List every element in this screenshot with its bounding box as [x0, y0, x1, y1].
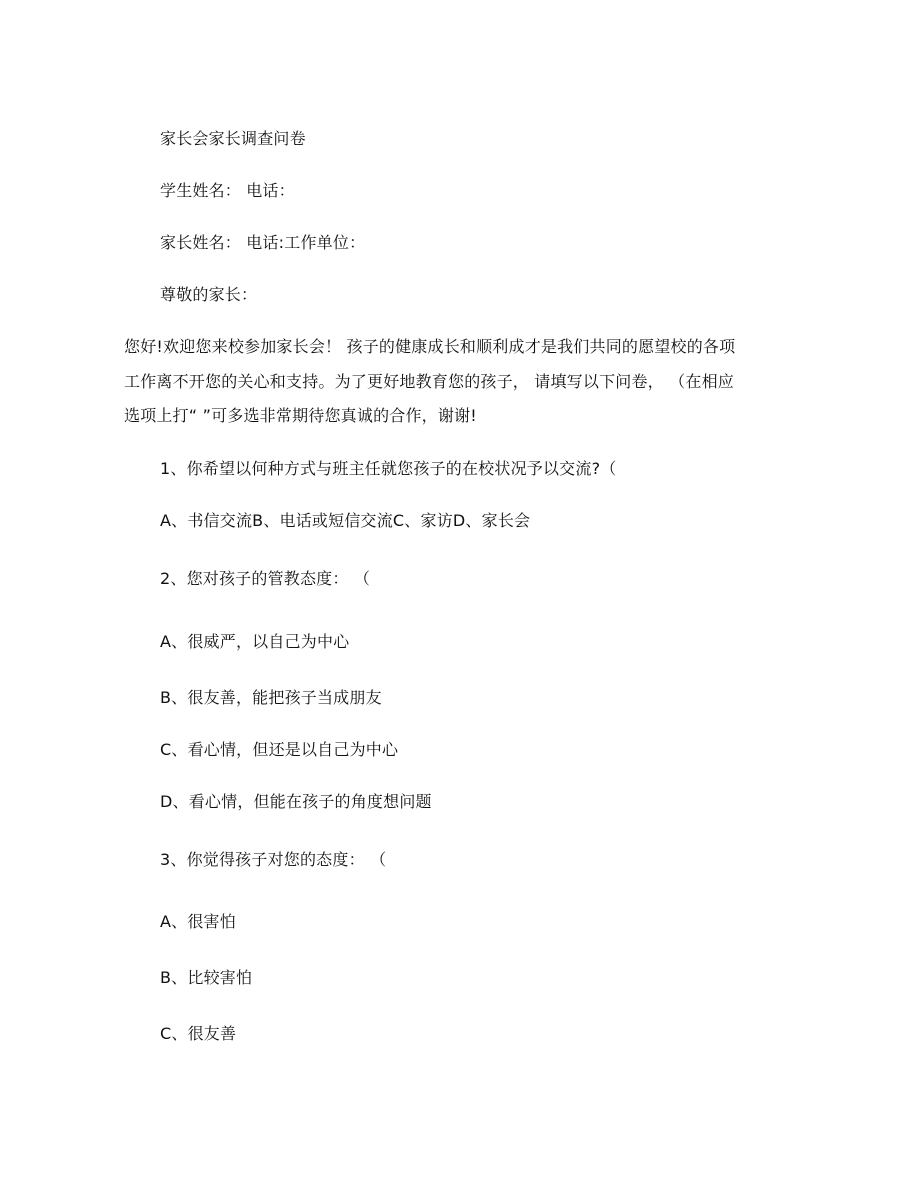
question-2-option-c: C、看心情，但还是以自己为中心	[160, 740, 399, 759]
question-3-option-c: C、很友善	[160, 1024, 237, 1043]
parent-info-line: 家长姓名： 电话:工作单位：	[160, 233, 366, 252]
question-2: 2、您对孩子的管教态度： （	[160, 569, 371, 588]
question-3: 3、你觉得孩子对您的态度： （	[160, 850, 387, 869]
question-2-option-b: B、很友善，能把孩子当成朋友	[160, 688, 382, 707]
question-3-option-a: A、很害怕	[160, 912, 236, 931]
intro-line-2: 工作离不开您的关心和支持。为了更好地教育您的孩子， 请填写以下问卷， （在相应	[124, 372, 734, 391]
intro-line-3: 选项上打“ ”可多选非常期待您真诚的合作，谢谢!	[124, 406, 477, 425]
question-1-options: A、书信交流B、电话或短信交流C、家访D、家长会	[160, 511, 531, 530]
question-3-option-b: B、比较害怕	[160, 968, 253, 987]
intro-line-1: 您好!欢迎您来校参加家长会！ 孩子的健康成长和顺利成才是我们共同的愿望校的各项	[124, 337, 736, 356]
question-2-option-d: D、看心情，但能在孩子的角度想问题	[160, 792, 432, 811]
question-2-option-a: A、很威严，以自己为中心	[160, 632, 350, 651]
student-info-line: 学生姓名： 电话：	[160, 181, 295, 200]
salutation: 尊敬的家长：	[160, 285, 258, 304]
survey-title: 家长会家长调查问卷	[160, 129, 306, 148]
question-1: 1、你希望以何种方式与班主任就您孩子的在校状况予以交流?（	[160, 459, 617, 478]
